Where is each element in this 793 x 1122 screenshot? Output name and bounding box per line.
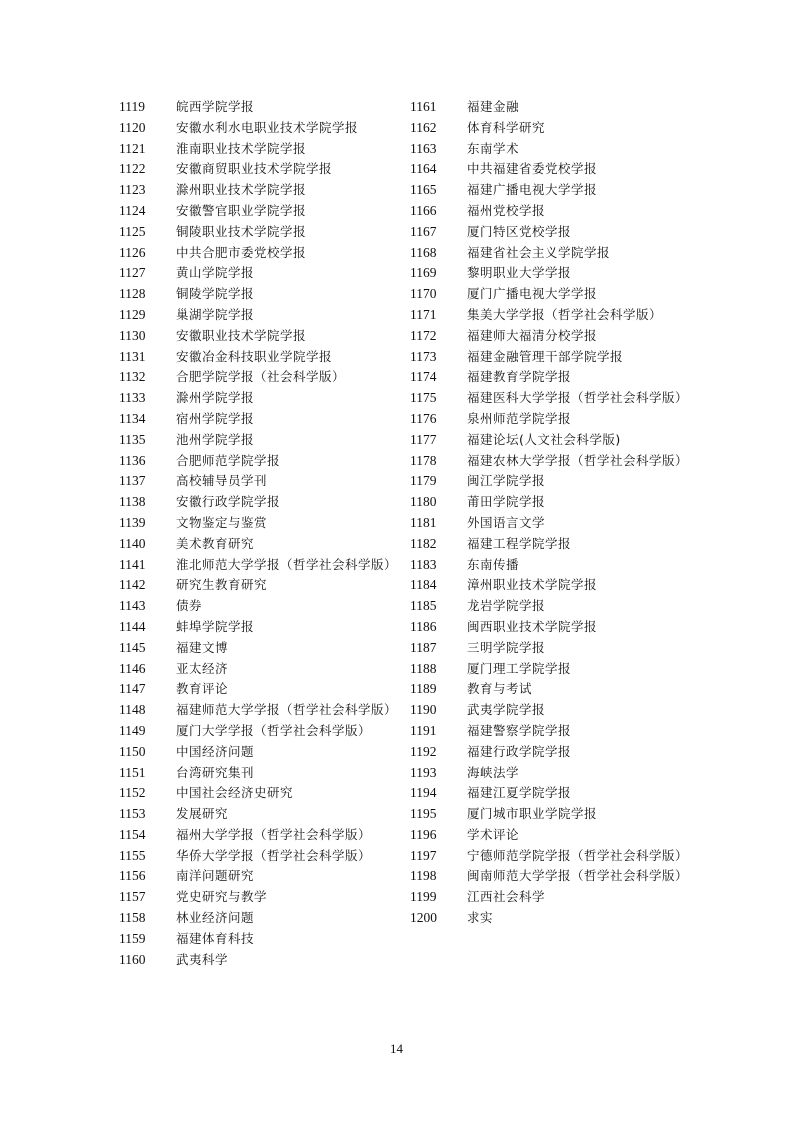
list-item [410, 118, 685, 139]
journal-title: 闽南师范大学学报（哲学社会科学版） [467, 868, 689, 884]
journal-title: 福州党校学报 [467, 202, 546, 218]
entry-number: 1147 [119, 681, 146, 697]
list-item [410, 846, 689, 867]
entry-number: 1184 [410, 577, 437, 593]
list-item [119, 471, 394, 492]
list-item [410, 243, 685, 264]
list-item [119, 347, 394, 368]
journal-title: 江西社会科学 [467, 889, 546, 905]
journal-title: 安徽水利水电职业技术学院学报 [176, 119, 359, 135]
journal-title: 福建工程学院学报 [467, 535, 572, 551]
journal-title: 福建农林大学学报（哲学社会科学版） [467, 452, 689, 468]
entry-number: 1146 [119, 660, 146, 676]
entry-number: 1170 [410, 286, 437, 302]
journal-title: 莆田学院学报 [467, 494, 546, 510]
entry-number: 1124 [119, 202, 146, 218]
entry-number: 1122 [119, 161, 146, 177]
journal-title: 泉州师范学院学报 [467, 410, 572, 426]
list-item [119, 305, 394, 326]
list-item [119, 97, 394, 118]
journal-title: 教育与考试 [467, 681, 533, 697]
entry-number: 1181 [410, 514, 437, 530]
entry-number: 1189 [410, 681, 437, 697]
journal-title: 台湾研究集刊 [176, 764, 255, 780]
list-item [410, 305, 685, 326]
entry-number: 1156 [119, 868, 146, 884]
entry-number: 1138 [119, 494, 146, 510]
journal-title: 厦门广播电视大学学报 [467, 286, 598, 302]
list-item [119, 617, 394, 638]
list-item [410, 367, 685, 388]
journal-title: 福建医科大学学报（哲学社会科学版） [467, 390, 689, 406]
list-item [119, 825, 394, 846]
journal-title: 宁德师范学院学报（哲学社会科学版） [467, 847, 689, 863]
entry-number: 1182 [410, 535, 437, 551]
list-item [410, 347, 685, 368]
entry-number: 1186 [410, 618, 437, 634]
list-item [119, 950, 394, 971]
entry-number: 1180 [410, 494, 437, 510]
journal-title: 福建文博 [176, 639, 229, 655]
journal-title: 龙岩学院学报 [467, 598, 546, 614]
list-item [410, 575, 685, 596]
journal-title: 安徽警官职业学院学报 [176, 202, 307, 218]
entry-number: 1153 [119, 806, 146, 822]
entry-number: 1191 [410, 722, 437, 738]
list-item [410, 742, 685, 763]
journal-title: 中共福建省委党校学报 [467, 161, 598, 177]
list-item [410, 638, 685, 659]
list-item [410, 180, 685, 201]
entry-number: 1169 [410, 265, 437, 281]
journal-title: 外国语言文学 [467, 514, 546, 530]
journal-title: 福建师范大学学报（哲学社会科学版） [176, 702, 398, 718]
entry-number: 1145 [119, 639, 146, 655]
entry-number: 1137 [119, 473, 146, 489]
list-item [410, 97, 685, 118]
list-item [119, 201, 394, 222]
journal-title: 宿州学院学报 [176, 410, 255, 426]
journal-title: 教育评论 [176, 681, 229, 697]
list-item [119, 534, 394, 555]
entry-number: 1148 [119, 702, 146, 718]
list-item [410, 139, 685, 160]
entry-number: 1125 [119, 223, 146, 239]
journal-title: 淮北师范大学学报（哲学社会科学版） [176, 556, 398, 572]
list-item [410, 866, 689, 887]
entry-number: 1199 [410, 889, 437, 905]
journal-title: 林业经济问题 [176, 910, 255, 926]
journal-title: 东南学术 [467, 140, 520, 156]
list-item [410, 430, 685, 451]
journal-title: 合肥学院学报（社会科学版） [176, 369, 346, 385]
journal-title: 安徽职业技术学院学报 [176, 327, 307, 343]
list-item [119, 804, 394, 825]
entry-number: 1200 [410, 910, 437, 926]
entry-number: 1140 [119, 535, 146, 551]
entry-number: 1166 [410, 202, 437, 218]
entry-number: 1133 [119, 390, 146, 406]
list-item [119, 638, 394, 659]
list-item [410, 388, 689, 409]
entry-number: 1141 [119, 556, 146, 572]
journal-title: 武夷科学 [176, 951, 229, 967]
list-item [410, 284, 685, 305]
list-item [410, 804, 685, 825]
journal-title: 党史研究与教学 [176, 889, 268, 905]
entry-number: 1159 [119, 930, 146, 946]
journal-title: 东南传播 [467, 556, 520, 572]
entry-number: 1165 [410, 182, 437, 198]
journal-title: 研究生教育研究 [176, 577, 268, 593]
list-item [119, 908, 394, 929]
entry-number: 1178 [410, 452, 437, 468]
journal-title: 厦门城市职业学院学报 [467, 806, 598, 822]
journal-title: 闽西职业技术学院学报 [467, 618, 598, 634]
entry-number: 1171 [410, 306, 437, 322]
right-column [410, 97, 689, 929]
list-item [410, 700, 685, 721]
list-item [119, 243, 394, 264]
page-number: 14 [390, 1041, 403, 1056]
list-item [119, 430, 394, 451]
entry-number: 1136 [119, 452, 146, 468]
list-item [410, 409, 685, 430]
entry-number: 1168 [410, 244, 437, 260]
journal-title: 厦门大学学报（哲学社会科学版） [176, 722, 372, 738]
entry-number: 1131 [119, 348, 146, 364]
entry-number: 1190 [410, 702, 437, 718]
entry-number: 1196 [410, 826, 437, 842]
list-item [410, 451, 689, 472]
list-item [410, 159, 685, 180]
journal-title: 美术教育研究 [176, 535, 255, 551]
journal-title: 福建论坛(人文社会科学版) [467, 431, 621, 447]
list-item [410, 825, 685, 846]
journal-title: 福建警察学院学报 [467, 722, 572, 738]
entry-number: 1183 [410, 556, 437, 572]
entry-number: 1142 [119, 577, 146, 593]
entry-number: 1149 [119, 722, 146, 738]
entry-number: 1164 [410, 161, 437, 177]
list-item [410, 679, 685, 700]
list-item [119, 451, 394, 472]
entry-number: 1177 [410, 431, 437, 447]
list-item [410, 908, 685, 929]
journal-title: 华侨大学学报（哲学社会科学版） [176, 847, 372, 863]
journal-title: 安徽行政学院学报 [176, 494, 281, 510]
list-item [119, 159, 394, 180]
list-item [119, 409, 394, 430]
journal-title: 集美大学学报（哲学社会科学版） [467, 306, 663, 322]
entry-number: 1139 [119, 514, 146, 530]
entry-number: 1176 [410, 410, 437, 426]
entry-number: 1173 [410, 348, 437, 364]
entry-number: 1179 [410, 473, 437, 489]
list-item [119, 763, 394, 784]
list-item [119, 887, 394, 908]
journal-title: 中国经济问题 [176, 743, 255, 759]
journal-title: 福建师大福清分校学报 [467, 327, 598, 343]
entry-number: 1134 [119, 410, 146, 426]
journal-title: 福建江夏学院学报 [467, 785, 572, 801]
journal-title: 铜陵职业技术学院学报 [176, 223, 307, 239]
journal-title: 福建行政学院学报 [467, 743, 572, 759]
journal-title: 黎明职业大学学报 [467, 265, 572, 281]
list-item [119, 139, 394, 160]
entry-number: 1161 [410, 99, 437, 114]
list-item [410, 783, 685, 804]
list-item [410, 492, 685, 513]
list-item [410, 617, 685, 638]
journal-title: 中共合肥市委党校学报 [176, 244, 307, 260]
list-item [410, 763, 685, 784]
list-item [119, 284, 394, 305]
journal-title: 厦门理工学院学报 [467, 660, 572, 676]
list-item [119, 388, 394, 409]
entry-number: 1150 [119, 743, 146, 759]
list-item [410, 534, 685, 555]
journal-title: 漳州职业技术学院学报 [467, 577, 598, 593]
list-item [119, 866, 394, 887]
journal-title: 高校辅导员学刊 [176, 473, 268, 489]
list-item [119, 222, 394, 243]
journal-title: 合肥师范学院学报 [176, 452, 281, 468]
list-item [410, 596, 685, 617]
journal-title: 安徽冶金科技职业学院学报 [176, 348, 333, 364]
journal-title: 皖西学院学报 [176, 99, 255, 114]
entry-number: 1151 [119, 764, 146, 780]
entry-number: 1135 [119, 431, 146, 447]
entry-number: 1154 [119, 826, 146, 842]
entry-number: 1160 [119, 951, 146, 967]
list-item [410, 471, 685, 492]
entry-number: 1175 [410, 390, 437, 406]
list-item [119, 118, 394, 139]
journal-title: 闽江学院学报 [467, 473, 546, 489]
entry-number: 1192 [410, 743, 437, 759]
entry-number: 1129 [119, 306, 146, 322]
entry-number: 1152 [119, 785, 146, 801]
entry-number: 1155 [119, 847, 146, 863]
list-item [410, 263, 685, 284]
list-item [119, 180, 394, 201]
journal-title: 文物鉴定与鉴赏 [176, 514, 268, 530]
entry-number: 1123 [119, 182, 146, 198]
list-item [119, 742, 394, 763]
journal-title: 巢湖学院学报 [176, 306, 255, 322]
entry-number: 1130 [119, 327, 146, 343]
journal-title: 发展研究 [176, 806, 229, 822]
entry-number: 1163 [410, 140, 437, 156]
list-item [410, 555, 685, 576]
journal-title: 福建广播电视大学学报 [467, 182, 598, 198]
journal-title: 求实 [467, 910, 494, 926]
list-item [119, 659, 394, 680]
list-item [119, 575, 394, 596]
journal-title: 福建体育科技 [176, 930, 255, 946]
list-item [119, 326, 394, 347]
entry-number: 1167 [410, 223, 437, 239]
list-item [410, 326, 685, 347]
entry-number: 1127 [119, 265, 146, 281]
entry-number: 1119 [119, 99, 145, 114]
list-item [119, 700, 398, 721]
entry-number: 1187 [410, 639, 437, 655]
list-item [119, 492, 394, 513]
journal-title: 福建金融管理干部学院学报 [467, 348, 624, 364]
entry-number: 1195 [410, 806, 437, 822]
entry-number: 1174 [410, 369, 437, 385]
entry-number: 1144 [119, 618, 146, 634]
list-item [119, 846, 394, 867]
journal-title: 滁州职业技术学院学报 [176, 182, 307, 198]
journal-title: 淮南职业技术学院学报 [176, 140, 307, 156]
entry-number: 1128 [119, 286, 146, 302]
journal-title: 厦门特区党校学报 [467, 223, 572, 239]
journal-title: 福建金融 [467, 99, 520, 114]
list-item [410, 721, 685, 742]
entry-number: 1121 [119, 140, 146, 156]
entry-number: 1120 [119, 119, 146, 135]
entry-number: 1193 [410, 764, 437, 780]
list-item [119, 721, 394, 742]
list-item [119, 679, 394, 700]
entry-number: 1126 [119, 244, 146, 260]
journal-title: 福建省社会主义学院学报 [467, 244, 611, 260]
entry-number: 1143 [119, 598, 146, 614]
journal-title: 黄山学院学报 [176, 265, 255, 281]
list-item [119, 367, 394, 388]
entry-number: 1162 [410, 119, 437, 135]
journal-title: 亚太经济 [176, 660, 229, 676]
list-item [119, 263, 394, 284]
journal-title: 学术评论 [467, 826, 520, 842]
journal-title: 滁州学院学报 [176, 390, 255, 406]
journal-title: 债券 [176, 598, 203, 614]
entry-number: 1132 [119, 369, 146, 385]
list-item [410, 887, 685, 908]
entry-number: 1197 [410, 847, 437, 863]
journal-title: 武夷学院学报 [467, 702, 546, 718]
list-item [119, 783, 394, 804]
entry-number: 1158 [119, 910, 146, 926]
entry-number: 1188 [410, 660, 437, 676]
journal-title: 福建教育学院学报 [467, 369, 572, 385]
list-item [410, 222, 685, 243]
list-item [410, 513, 685, 534]
list-item [119, 513, 394, 534]
list-item [119, 596, 394, 617]
journal-title: 池州学院学报 [176, 431, 255, 447]
journal-title: 中国社会经济史研究 [176, 785, 294, 801]
entry-number: 1157 [119, 889, 146, 905]
journal-title: 福州大学学报（哲学社会科学版） [176, 826, 372, 842]
list-item [119, 929, 394, 950]
journal-title: 安徽商贸职业技术学院学报 [176, 161, 333, 177]
journal-title: 海峡法学 [467, 764, 520, 780]
list-item [410, 659, 685, 680]
journal-title: 铜陵学院学报 [176, 286, 255, 302]
journal-title: 南洋问题研究 [176, 868, 255, 884]
journal-title: 三明学院学报 [467, 639, 546, 655]
left-column [119, 97, 398, 970]
list-item [119, 555, 398, 576]
list-item [410, 201, 685, 222]
entry-number: 1172 [410, 327, 437, 343]
entry-number: 1194 [410, 785, 437, 801]
journal-title: 体育科学研究 [467, 119, 546, 135]
entry-number: 1185 [410, 598, 437, 614]
journal-title: 蚌埠学院学报 [176, 618, 255, 634]
entry-number: 1198 [410, 868, 437, 884]
